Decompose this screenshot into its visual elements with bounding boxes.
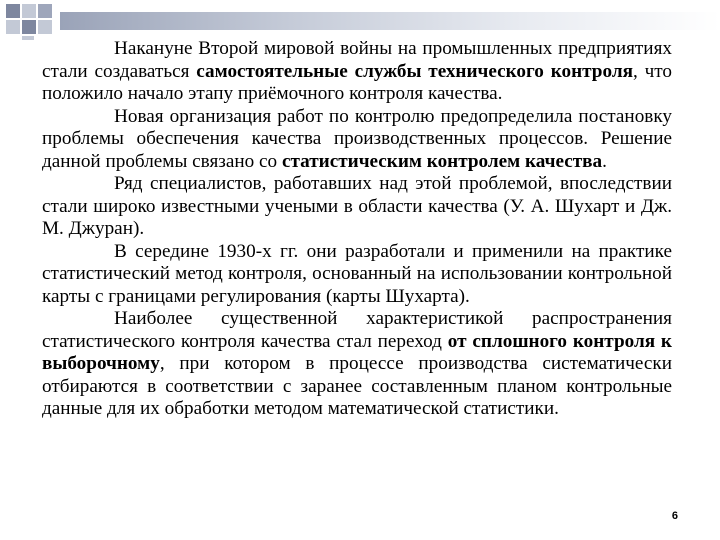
header-gradient-bar bbox=[60, 12, 720, 30]
header-decoration bbox=[0, 0, 720, 40]
body-paragraph bbox=[42, 173, 672, 241]
paragraph-text: , при котором в процессе производства систематически отбираются в соответствии с заранее составленным планом контрольные данные для их обработки методом математической статистики. bbox=[42, 353, 672, 419]
decor-square bbox=[22, 36, 34, 40]
paragraph-text: , что положило начало этапу приёмочного контроля качества. bbox=[42, 60, 672, 104]
body-paragraph bbox=[42, 241, 672, 309]
emphasis-text: статистическим контролем качества bbox=[281, 150, 603, 172]
decor-square bbox=[22, 20, 36, 34]
body-paragraph bbox=[42, 308, 672, 421]
paragraph-text: Накануне Второй мировой войны на промышленных предприятиях стали создаваться bbox=[42, 38, 672, 82]
paragraph-text: В середине 1930-х гг. они разработали и применили на практике статистический метод контроля, основанный на использовании контрольной карты с границами регулирования (карты Шухарта). bbox=[42, 240, 672, 307]
decor-square bbox=[38, 20, 52, 34]
paragraph-text: Новая организация работ по контролю предопределила постановку проблемы обеспечения качества производственных процессов. Решение данной проблемы связано со bbox=[42, 105, 672, 172]
decor-square bbox=[38, 4, 52, 18]
slide-body-text bbox=[42, 38, 672, 421]
body-paragraph bbox=[42, 106, 672, 174]
body-paragraph bbox=[42, 38, 672, 106]
decor-square bbox=[6, 4, 20, 18]
page-number: 6 bbox=[671, 510, 678, 522]
emphasis-text: самостоятельные службы технического контроля bbox=[196, 60, 633, 82]
decor-square bbox=[22, 4, 36, 18]
decor-square bbox=[6, 20, 20, 34]
paragraph-text: Ряд специалистов, работавших над этой проблемой, впоследствии стали широко известными учеными в области качества (У. А. Шухарт и Дж. М. Джуран). bbox=[42, 173, 672, 239]
paragraph-text: Наиболее существенной характеристикой распространения статистического контроля качества стал переход bbox=[42, 308, 672, 352]
paragraph-text: . bbox=[602, 150, 607, 172]
emphasis-text: от сплошного контроля к выборочному bbox=[42, 330, 672, 374]
